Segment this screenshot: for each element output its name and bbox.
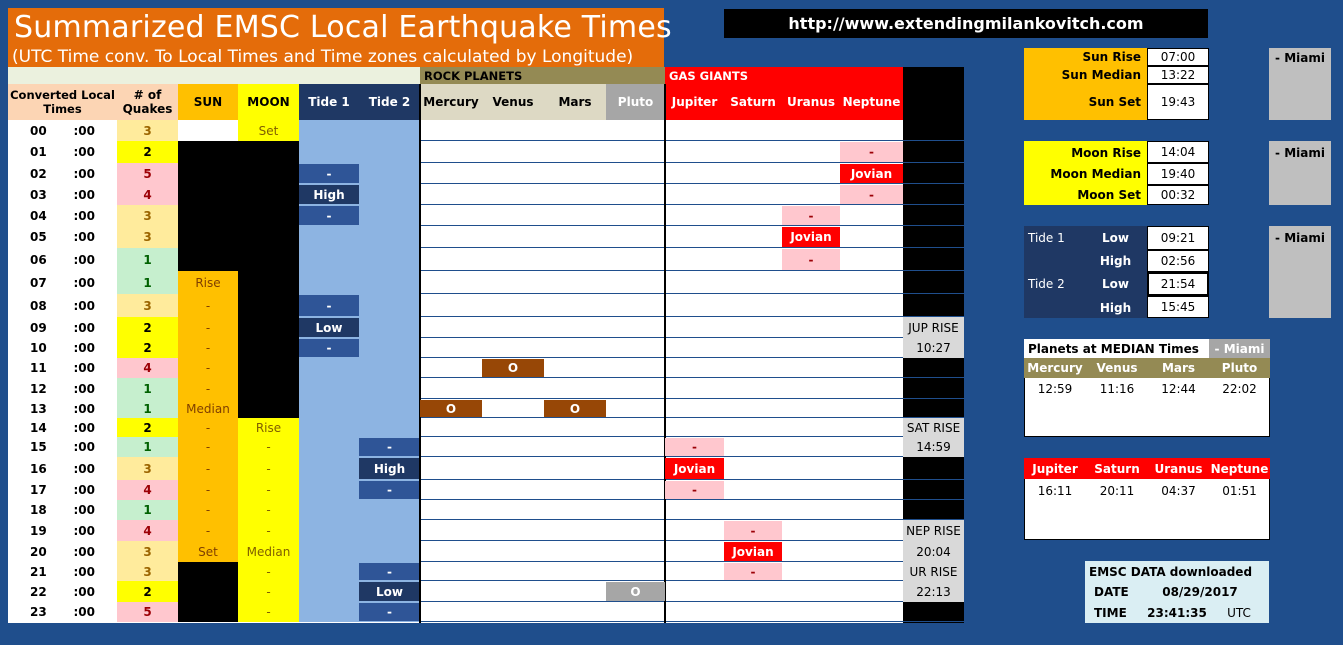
moon-set-label: Moon Set: [1077, 188, 1141, 202]
sun-cell: [178, 205, 238, 226]
moon-cell: -: [238, 437, 299, 457]
sun-cell: -: [178, 437, 238, 457]
saturn-marker: -: [724, 563, 782, 580]
tide1-column-cell: [299, 500, 359, 520]
tide1-column-cell: [299, 248, 359, 271]
quake-count-cell: 4: [117, 480, 178, 500]
tide2-column-cell: [359, 541, 420, 562]
local-time-cell: [8, 184, 117, 205]
saturn-marker: -: [724, 521, 782, 540]
tide1-low-label: Low: [1102, 231, 1129, 245]
rock-planets-header: ROCK PLANETS: [420, 67, 665, 84]
quake-count-cell: 1: [117, 437, 178, 457]
converted-local-times-header: Converted Local Times: [8, 84, 117, 120]
minutes: :00: [73, 401, 95, 416]
sun-set-label: Sun Set: [1088, 95, 1141, 109]
moon-cell: -: [238, 562, 299, 581]
sun-cell: Rise: [178, 271, 238, 294]
tide2-column-cell: [359, 317, 420, 338]
location-label: - Miami: [1275, 51, 1325, 65]
median-gas-time: 01:51: [1222, 484, 1257, 498]
sun-cell: -: [178, 418, 238, 437]
moon-cell: [238, 399, 299, 418]
jupiter-header: Jupiter: [665, 84, 724, 120]
moon-median-label: Moon Median: [1050, 167, 1141, 181]
quake-count-cell: 1: [117, 378, 178, 399]
sun-cell: -: [178, 500, 238, 520]
moon-cell: [238, 163, 299, 184]
uranus-marker: Jovian: [782, 227, 840, 247]
moon-cell: [238, 205, 299, 226]
quake-count-cell: 3: [117, 562, 178, 581]
minutes: :00: [73, 381, 95, 396]
pluto-marker: O: [606, 582, 665, 601]
tide1-cell: Low: [299, 318, 359, 337]
tide2-column-cell: [359, 120, 420, 141]
hour: 15: [30, 440, 47, 454]
uranus-marker: -: [782, 249, 840, 270]
venus-header: Venus: [482, 84, 544, 120]
hour: 04: [30, 208, 47, 223]
sun-cell: [178, 141, 238, 163]
minutes: :00: [73, 252, 95, 267]
tide1-column-cell: [299, 562, 359, 581]
tide2-cell: Low: [359, 582, 420, 601]
local-time-cell: [8, 500, 117, 520]
hour: 19: [30, 523, 47, 538]
sun-cell: [178, 163, 238, 184]
local-time-cell: [8, 294, 117, 317]
minutes: :00: [73, 523, 95, 538]
minutes: :00: [73, 544, 95, 559]
jupiter-marker: -: [665, 481, 724, 499]
local-time-cell: [8, 271, 117, 294]
median-rock-time: 11:16: [1099, 382, 1135, 396]
sun-rise-value: 07:00: [1147, 48, 1209, 66]
quake-count-cell: 4: [117, 520, 178, 541]
minutes: :00: [73, 320, 95, 335]
hour: 16: [30, 461, 47, 476]
minutes: :00: [73, 440, 95, 454]
median-rock-name: Mars: [1148, 358, 1209, 378]
moon-set-value: 00:32: [1147, 185, 1209, 205]
rise-note-cell: 14:59: [903, 437, 964, 457]
tide2-low-label: Low: [1102, 277, 1129, 291]
tide1-column-cell: [299, 581, 359, 602]
quake-count-cell: 4: [117, 358, 178, 378]
quake-count-cell: 5: [117, 163, 178, 184]
local-time-cell: [8, 581, 117, 602]
local-time-cell: [8, 541, 117, 562]
local-time-cell: [8, 358, 117, 378]
quake-count-cell: 3: [117, 120, 178, 141]
rise-note-cell: JUP RISE: [903, 317, 964, 338]
tide2-column-cell: [359, 226, 420, 248]
tide2-cell: -: [359, 603, 420, 621]
quake-count-cell: 2: [117, 338, 178, 358]
tide2-column-cell: [359, 418, 420, 437]
emsc-title: EMSC DATA downloaded: [1089, 565, 1253, 579]
moon-rise-label: Moon Rise: [1071, 146, 1141, 160]
page-title: Summarized EMSC Local Earthquake Times: [14, 10, 672, 45]
sun-cell: Median: [178, 399, 238, 418]
quake-count-cell: 1: [117, 500, 178, 520]
sun-cell: [178, 602, 238, 622]
quake-count-cell: 2: [117, 141, 178, 163]
minutes: :00: [73, 503, 95, 517]
moon-header: MOON: [238, 84, 299, 120]
hour: 12: [30, 381, 47, 396]
rise-note-cell: 20:04: [903, 541, 964, 562]
local-time-cell: [8, 338, 117, 358]
tide2-column-cell: [359, 338, 420, 358]
median-gas-name: Jupiter: [1024, 458, 1086, 479]
local-time-cell: [8, 378, 117, 399]
sun-cell: [178, 248, 238, 271]
sun-median-value: 13:22: [1147, 66, 1209, 84]
moon-cell: -: [238, 480, 299, 500]
mercury-marker: O: [420, 400, 482, 417]
hour: 17: [30, 483, 47, 497]
hour: 22: [30, 584, 47, 599]
moon-cell: [238, 226, 299, 248]
quake-count-cell: 3: [117, 294, 178, 317]
minutes: :00: [73, 483, 95, 497]
quake-count-cell: 1: [117, 399, 178, 418]
quake-count-cell: 3: [117, 541, 178, 562]
sun-set-value: 19:43: [1147, 84, 1209, 120]
saturn-header: Saturn: [724, 84, 782, 120]
tide1-cell: -: [299, 295, 359, 316]
tide2-column-cell: [359, 378, 420, 399]
website-link[interactable]: http://www.extendingmilankovitch.com: [724, 9, 1208, 38]
moon-cell: Rise: [238, 418, 299, 437]
local-time-cell: [8, 562, 117, 581]
tide2-high-label: High: [1099, 300, 1132, 315]
minutes: :00: [73, 564, 95, 579]
time-label: TIME: [1094, 606, 1127, 620]
hour: 03: [30, 187, 47, 202]
quake-count-cell: 1: [117, 271, 178, 294]
tide1-cell: -: [299, 206, 359, 225]
moon-cell: -: [238, 500, 299, 520]
tide1-cell: High: [299, 185, 359, 204]
sun-cell: [178, 226, 238, 248]
tide1-header: Tide 1: [299, 84, 359, 120]
moon-cell: [238, 141, 299, 163]
gas-giants-header: GAS GIANTS: [665, 67, 903, 84]
sun-cell: Set: [178, 541, 238, 562]
hour: 00: [30, 123, 47, 138]
tide2-cell: High: [359, 458, 420, 479]
location-label: - Miami: [1275, 146, 1325, 160]
tide1-column-cell: [299, 358, 359, 378]
tide2-header: Tide 2: [359, 84, 420, 120]
sun-header: SUN: [178, 84, 238, 120]
sun-cell: -: [178, 378, 238, 399]
hour: 14: [30, 420, 47, 435]
quake-count-cell: 2: [117, 317, 178, 338]
rise-note-cell: 22:13: [903, 581, 964, 602]
quake-count-cell: 5: [117, 602, 178, 622]
hour: 10: [30, 341, 47, 355]
tide1-column-cell: [299, 226, 359, 248]
tide1-column-cell: [299, 602, 359, 622]
median-gas-time: 16:11: [1037, 484, 1073, 498]
median-title: Planets at MEDIAN Times: [1024, 339, 1209, 358]
rise-note-cell: NEP RISE: [903, 520, 964, 541]
tide1-column-cell: [299, 480, 359, 500]
tide2-column-cell: [359, 184, 420, 205]
mars-marker: O: [544, 400, 606, 417]
median-gas-name: Saturn: [1086, 458, 1148, 479]
tide1-column-cell: [299, 271, 359, 294]
hour: 11: [30, 361, 47, 375]
tide2-low-value[interactable]: 21:54: [1147, 272, 1209, 296]
moon-median-value: 19:40: [1147, 163, 1209, 185]
minutes: :00: [73, 166, 95, 181]
tide1-column-cell: [299, 418, 359, 437]
moon-cell: [238, 358, 299, 378]
moon-cell: -: [238, 602, 299, 622]
rise-note-cell: UR RISE: [903, 562, 964, 581]
hour: 23: [30, 605, 47, 619]
tide2-column-cell: [359, 500, 420, 520]
quake-count-cell: 3: [117, 457, 178, 480]
jupiter-marker: Jovian: [665, 458, 724, 479]
neptune-marker: -: [840, 142, 903, 162]
quake-count-cell: 4: [117, 184, 178, 205]
tide1-column-cell: [299, 120, 359, 141]
local-time-cell: [8, 602, 117, 622]
sun-cell: -: [178, 520, 238, 541]
moon-cell: -: [238, 520, 299, 541]
minutes: :00: [73, 361, 95, 375]
minutes: :00: [73, 208, 95, 223]
local-time-cell: [8, 437, 117, 457]
moon-cell: [238, 338, 299, 358]
rise-note-cell: 10:27: [903, 338, 964, 358]
tide1-high-value: 02:56: [1147, 250, 1209, 272]
tide2-column-cell: [359, 271, 420, 294]
hour: 01: [30, 145, 47, 159]
uranus-header: Uranus: [782, 84, 840, 120]
median-rock-time: 22:02: [1222, 382, 1257, 396]
moon-cell: -: [238, 581, 299, 602]
tide2-column-cell: [359, 294, 420, 317]
moon-cell: [238, 378, 299, 399]
hour: 02: [30, 166, 47, 181]
tide2-cell: -: [359, 481, 420, 499]
tide1-column-cell: [299, 378, 359, 399]
minutes: :00: [73, 123, 95, 138]
separator: [419, 84, 421, 623]
quake-count-cell: 3: [117, 205, 178, 226]
hour: 06: [30, 252, 47, 267]
hour: 08: [30, 298, 47, 313]
title-banner: [8, 8, 672, 68]
minutes: :00: [73, 298, 95, 313]
tide2-cell: -: [359, 438, 420, 456]
median-gas-name: Uranus: [1148, 458, 1209, 479]
sun-cell: [178, 120, 238, 141]
tide1-column-cell: [299, 457, 359, 480]
date-value: 08/29/2017: [1162, 585, 1238, 599]
tide2-column-cell: [359, 205, 420, 226]
hour: 21: [30, 564, 47, 579]
quake-count-cell: 3: [117, 226, 178, 248]
tide1-column-cell: [299, 541, 359, 562]
minutes: :00: [73, 584, 95, 599]
venus-marker: O: [482, 359, 544, 377]
neptune-marker: -: [840, 185, 903, 204]
tide1-cell: -: [299, 164, 359, 183]
local-time-cell: [8, 163, 117, 184]
tide1-column-cell: [299, 520, 359, 541]
tide1-column-cell: [299, 141, 359, 163]
moon-cell: [238, 248, 299, 271]
local-time-cell: [8, 480, 117, 500]
date-label: DATE: [1094, 585, 1129, 599]
location-label: - Miami: [1275, 231, 1325, 245]
tide1-column-cell: [299, 437, 359, 457]
tide1-column-cell: [299, 399, 359, 418]
sun-cell: [178, 184, 238, 205]
sun-cell: -: [178, 317, 238, 338]
minutes: :00: [73, 461, 95, 476]
tide1-label: Tide 1: [1028, 231, 1065, 245]
pluto-header: Pluto: [606, 84, 665, 120]
median-gas-time: 04:37: [1161, 484, 1196, 498]
moon-cell: [238, 294, 299, 317]
quake-count-cell: 1: [117, 248, 178, 271]
local-time-cell: [8, 226, 117, 248]
sun-cell: [178, 581, 238, 602]
rise-note-cell: SAT RISE: [903, 418, 964, 437]
median-rock-name: Pluto: [1209, 358, 1270, 378]
mercury-header: Mercury: [420, 84, 482, 120]
minutes: :00: [73, 605, 95, 619]
location-label: - Miami: [1209, 339, 1270, 358]
local-time-cell: [8, 418, 117, 437]
median-gas-name: Neptune: [1209, 458, 1270, 479]
timezone-label: UTC: [1227, 606, 1251, 620]
tide2-cell: -: [359, 563, 420, 580]
moon-cell: -: [238, 457, 299, 480]
sun-rise-label: Sun Rise: [1082, 50, 1141, 64]
quake-count-cell: 2: [117, 418, 178, 437]
median-rock-time: 12:44: [1161, 382, 1196, 396]
median-rock-name: Venus: [1086, 358, 1148, 378]
sun-cell: -: [178, 358, 238, 378]
minutes: :00: [73, 230, 95, 244]
tide2-column-cell: [359, 399, 420, 418]
moon-cell: [238, 271, 299, 294]
minutes: :00: [73, 275, 95, 290]
tide2-column-cell: [359, 358, 420, 378]
median-rock-name: Mercury: [1024, 358, 1086, 378]
tide2-column-cell: [359, 520, 420, 541]
mars-header: Mars: [544, 84, 606, 120]
moon-rise-value: 14:04: [1147, 141, 1209, 163]
tide2-column-cell: [359, 163, 420, 184]
quakes-header: # of Quakes: [117, 84, 178, 120]
local-time-cell: [8, 317, 117, 338]
local-time-cell: [8, 399, 117, 418]
tide2-high-value: 15:45: [1147, 296, 1209, 318]
local-time-cell: [8, 248, 117, 271]
sun-cell: -: [178, 457, 238, 480]
quake-count-cell: 2: [117, 581, 178, 602]
minutes: :00: [73, 187, 95, 202]
tide1-high-label: High: [1099, 254, 1132, 268]
local-time-cell: [8, 120, 117, 141]
page-subtitle: (UTC Time conv. To Local Times and Time zones calculated by Longitude): [12, 47, 634, 67]
time-value: 23:41:35: [1147, 606, 1207, 620]
tide2-label: Tide 2: [1028, 277, 1065, 291]
minutes: :00: [73, 145, 95, 159]
moon-cell: Set: [238, 120, 299, 141]
sun-cell: [178, 562, 238, 581]
sun-median-label: Sun Median: [1061, 68, 1141, 82]
hour: 18: [30, 503, 47, 517]
hour: 09: [30, 320, 47, 335]
median-gas-time: 20:11: [1099, 484, 1135, 498]
tide1-low-value: 09:21: [1147, 226, 1209, 250]
tide2-column-cell: [359, 248, 420, 271]
minutes: :00: [73, 420, 95, 435]
hour: 13: [30, 401, 47, 416]
header-strip: [8, 67, 420, 84]
hour: 20: [30, 544, 47, 559]
jupiter-marker: -: [665, 438, 724, 456]
hour: 05: [30, 230, 47, 244]
tide1-cell: -: [299, 339, 359, 357]
moon-cell: Median: [238, 541, 299, 562]
local-time-cell: [8, 205, 117, 226]
local-time-cell: [8, 457, 117, 480]
local-time-cell: [8, 520, 117, 541]
neptune-marker: Jovian: [840, 164, 903, 183]
local-time-cell: [8, 141, 117, 163]
moon-cell: [238, 317, 299, 338]
tide2-column-cell: [359, 141, 420, 163]
neptune-header: Neptune: [840, 84, 903, 120]
separator: [664, 84, 666, 623]
median-rock-time: 12:59: [1037, 382, 1073, 396]
moon-cell: [238, 184, 299, 205]
sun-cell: -: [178, 338, 238, 358]
sun-cell: -: [178, 294, 238, 317]
uranus-marker: -: [782, 206, 840, 225]
minutes: :00: [73, 341, 95, 355]
sun-cell: -: [178, 480, 238, 500]
hour: 07: [30, 275, 47, 290]
saturn-marker: Jovian: [724, 542, 782, 561]
